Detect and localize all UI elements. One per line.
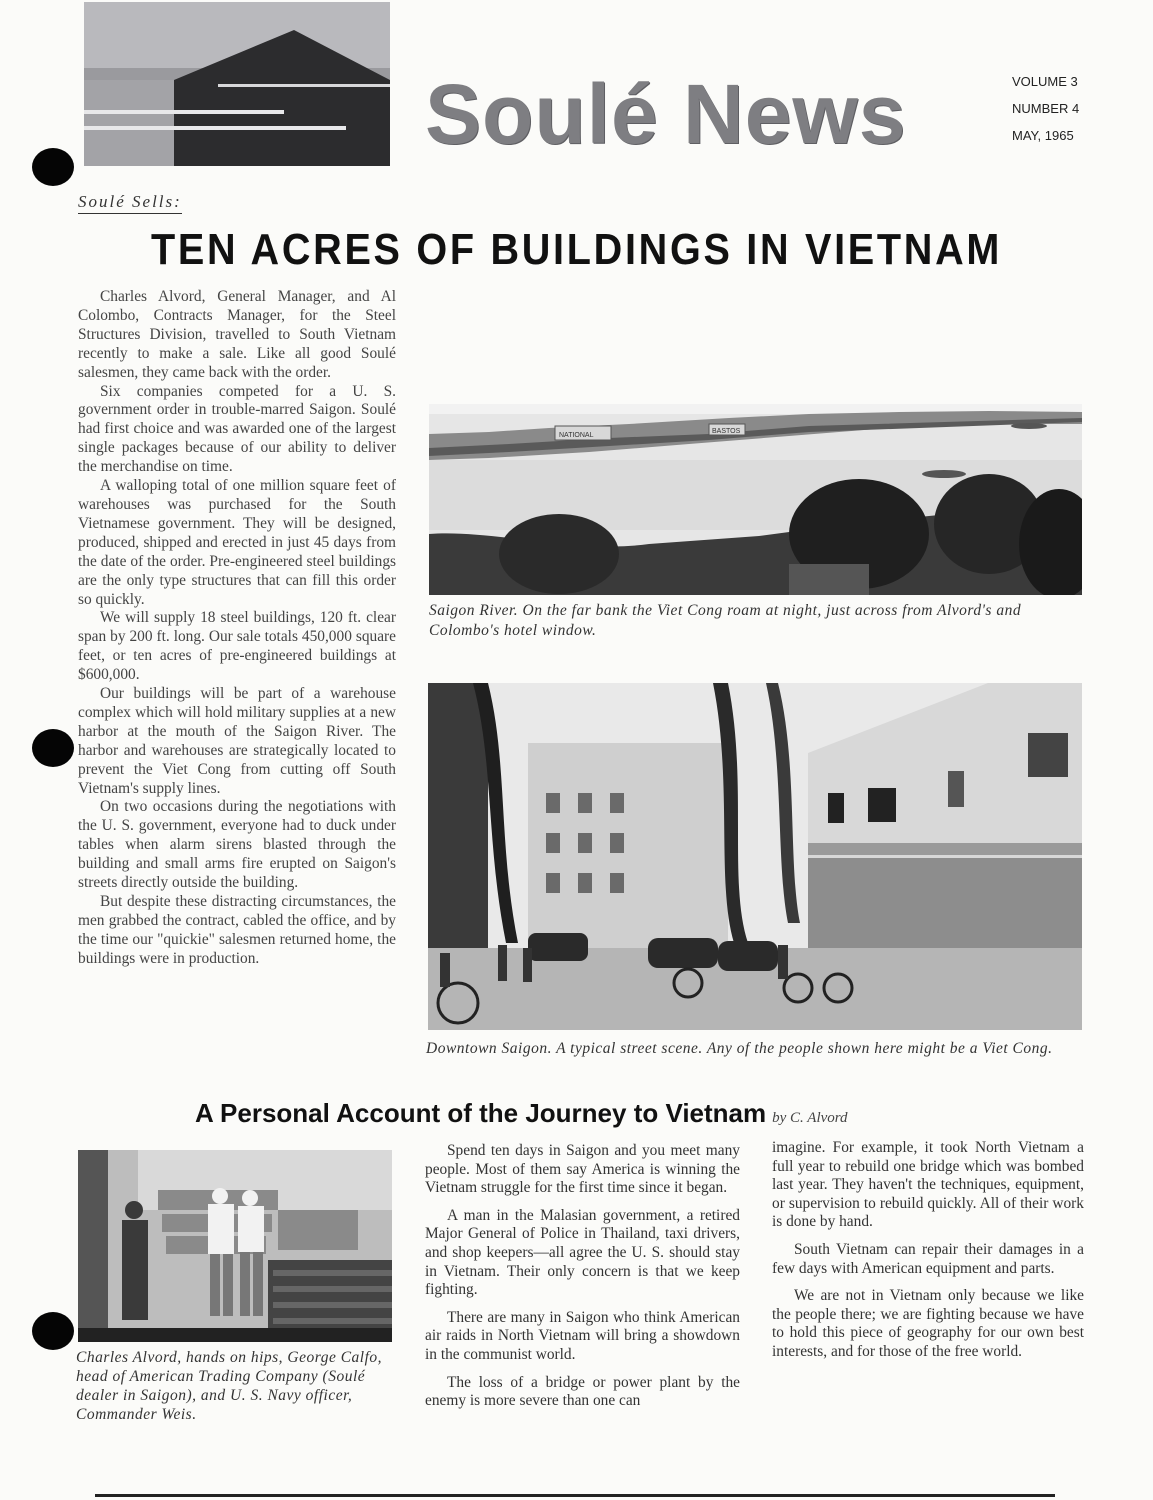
account-paragraph: We are not in Vietnam only because we like the people there; we are fighting because we have to hold this piece of geography for our own best interests, and for those of the free world. — [772, 1287, 1084, 1360]
soule-logo — [84, 2, 390, 166]
national-sign: NATIONAL — [559, 432, 594, 439]
bottom-rule — [95, 1494, 1055, 1497]
saigon-river-photo — [429, 404, 1082, 595]
second-headline — [195, 1098, 848, 1129]
date-label: MAY, 1965 — [1012, 128, 1074, 143]
punch-hole-top — [32, 148, 74, 186]
account-column-2 — [425, 1142, 740, 1420]
account-paragraph: South Vietnam can repair their damages in a few days with American equipment and parts. — [772, 1240, 1084, 1277]
volume-label: VOLUME 3 — [1012, 74, 1078, 89]
river-caption: Saigon River. On the far bank the Viet Cong roam at night, just across from Alvord's and Colombo's hotel window. — [429, 602, 1022, 639]
alvord-calfo-weis-photo — [78, 1150, 392, 1342]
story-paragraph: Six companies competed for a U. S. government order in trouble-marred Saigon. Soulé had first choice and was awarded one of the largest single packages because of our ability to deliver the merchandise on time. — [78, 382, 396, 476]
story-paragraph: We will supply 18 steel buildings, 120 ft. clear span by 200 ft. long. Our sale totals 450,000 square feet, or ten acres of pre-engineered buildings at $600,000. — [78, 609, 396, 684]
byline: by C. Alvord — [772, 1110, 848, 1126]
street-caption: Downtown Saigon. A typical street scene. Any of the people shown here might be a Viet Cong. — [426, 1040, 1053, 1057]
story-paragraph: Charles Alvord, General Manager, and Al Colombo, Contracts Manager, for the Steel Structures Division, travelled to South Vietnam recently to make a sale. Like all good Soulé salesmen, they came back with the order. — [78, 288, 396, 381]
account-column-3 — [772, 1139, 1084, 1371]
punch-hole-middle — [32, 729, 74, 767]
masthead-title: Soulé News — [425, 67, 907, 161]
kicker: Soulé Sells: — [78, 192, 182, 214]
punch-hole-bottom — [32, 1312, 74, 1350]
downtown-saigon-photo — [428, 683, 1082, 1030]
account-paragraph: A man in the Malasian government, a retired Major General of Police in Thailand, taxi drivers, and shop keepers—all agree the U. S. should stay in Vietnam. Their only concern is that we keep fighting. — [425, 1206, 740, 1299]
story-paragraph: But despite these distracting circumstances, the men grabbed the contract, cabled the office, and by the time our "quickie" salesmen returned home, the buildings were in production. — [78, 893, 396, 967]
account-paragraph: Spend ten days in Saigon and you meet many people. Most of them say America is winning the Vietnam struggle for the first time since it began. — [425, 1142, 740, 1197]
issue-info — [1012, 68, 1102, 149]
account-paragraph: The loss of a bridge or power plant by the enemy is more severe than one can — [425, 1373, 740, 1410]
story-paragraph: Our buildings will be part of a warehouse complex which will hold military supplies at a new harbor at the mouth of the Saigon River. The harbor and warehouses are strategically located to prevent the Viet Cong from cutting off South Vietnam's supply lines. — [78, 685, 396, 797]
account-paragraph-continued: imagine. For example, it took North Vietnam a full year to rebuild one bridge which was bombed last year. They haven't the techniques, equipment, or supervision to rebuild quickly. All of their work is done by hand. — [772, 1139, 1084, 1231]
second-headline-text: A Personal Account of the Journey to Vietnam — [195, 1098, 767, 1128]
account-paragraph: There are many in Saigon who think American air raids in North Vietnam will bring a showdown in the communist world. — [425, 1308, 740, 1363]
headline: TEN ACRES OF BUILDINGS IN VIETNAM — [151, 225, 1003, 274]
bastos-sign: BASTOS — [712, 428, 741, 435]
story-column — [78, 288, 396, 969]
story-paragraph: On two occasions during the negotiations with the U. S. government, everyone had to duck under tables when alarm sirens blasted through the building and small arms fire erupted on Saigon's streets directly outside the building. — [78, 798, 396, 892]
story-paragraph: A walloping total of one million square feet of warehouses was purchased for the South Vietnamese government. They will be designed, produced, shipped and erected in just 45 days from the date of the order. Pre-engineered steel buildings are the only type structures that can fill this order so quickly. — [78, 477, 396, 608]
people-caption: Charles Alvord, hands on hips, George Calfo, head of American Trading Company (Soulé dealer in Saigon), and U. S. Navy officer, Commander Weis. — [76, 1349, 383, 1423]
number-label: NUMBER 4 — [1012, 101, 1080, 116]
